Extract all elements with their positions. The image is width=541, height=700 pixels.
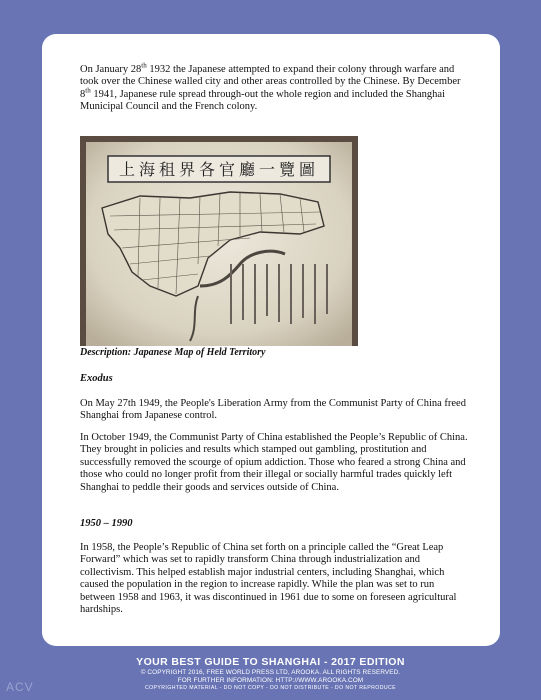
footer-title: YOUR BEST GUIDE TO SHANGHAI - 2017 EDITION: [136, 656, 405, 668]
page-card: [42, 34, 500, 646]
footer-notice: COPYRIGHTED MATERIAL - DO NOT COPY - DO NOT DISTRIBUTE - DO NOT REPRODUCE: [144, 685, 397, 691]
exodus-paragraph-1: On May 27th 1949, the People's Liberation Army from the Communist Party of China freed Shanghai from Japanese control.: [80, 398, 466, 422]
exodus-paragraph-2: In October 1949, the Communist Party of China established the People’s Republic of China. They brought in policies and results which stamped out gambling, prostitution and successfully removed the scourge of opium addiction. Those who feared a strong China and those who could no longer profit from their illegal or socially harmful trades quickly left Shanghai to peddle their goods and services outside of China.: [80, 432, 468, 493]
intro-paragraph: [80, 61, 470, 114]
watermark: ACV: [6, 680, 34, 694]
intro-text-b: 1932 the Japanese attempted to expand their colony through warfare and took over the Chinese walled city and other areas controlled by the Chinese. By December 8: [80, 64, 461, 100]
era-paragraph-1: In 1958, the People’s Republic of China set forth on a principle called the “Great Leap Forward” which was set to rapidly transform China through industrialization and collectivism. This helped establish major industrial centers, including Shanghai, which caused the population in the region to increase rapidly. While the plan was set to run between 1958 and 1963, it was discontinued in 1961 due to some on foreseen agricultural hardships.: [80, 542, 457, 616]
map-caption: Description: Japanese Map of Held Territory: [80, 347, 266, 358]
exodus-heading: Exodus: [80, 373, 113, 384]
footer-info: FOR FURTHER INFORMATION: HTTP://WWW.AROOKA.COM: [177, 677, 364, 684]
intro-sup-a: th: [141, 61, 147, 70]
map-photo: [80, 136, 358, 346]
era-heading: 1950 – 1990: [80, 518, 133, 529]
map-banner-text: 上海租界各官廳一覽圖: [118, 160, 320, 179]
intro-text-c: 1941, Japanese rule spread through-out the whole region and included the Shanghai Municipal Council and the French colony.: [80, 88, 445, 113]
footer-copyright: © COPYRIGHT 2016, FREE WORLD PRESS LTD, AROOKA. ALL RIGHTS RESERVED.: [140, 669, 401, 676]
map-image: [80, 136, 358, 346]
footer: [0, 656, 541, 692]
intro-text-a: On January 28: [80, 64, 142, 75]
intro-sup-b: th: [85, 86, 91, 95]
